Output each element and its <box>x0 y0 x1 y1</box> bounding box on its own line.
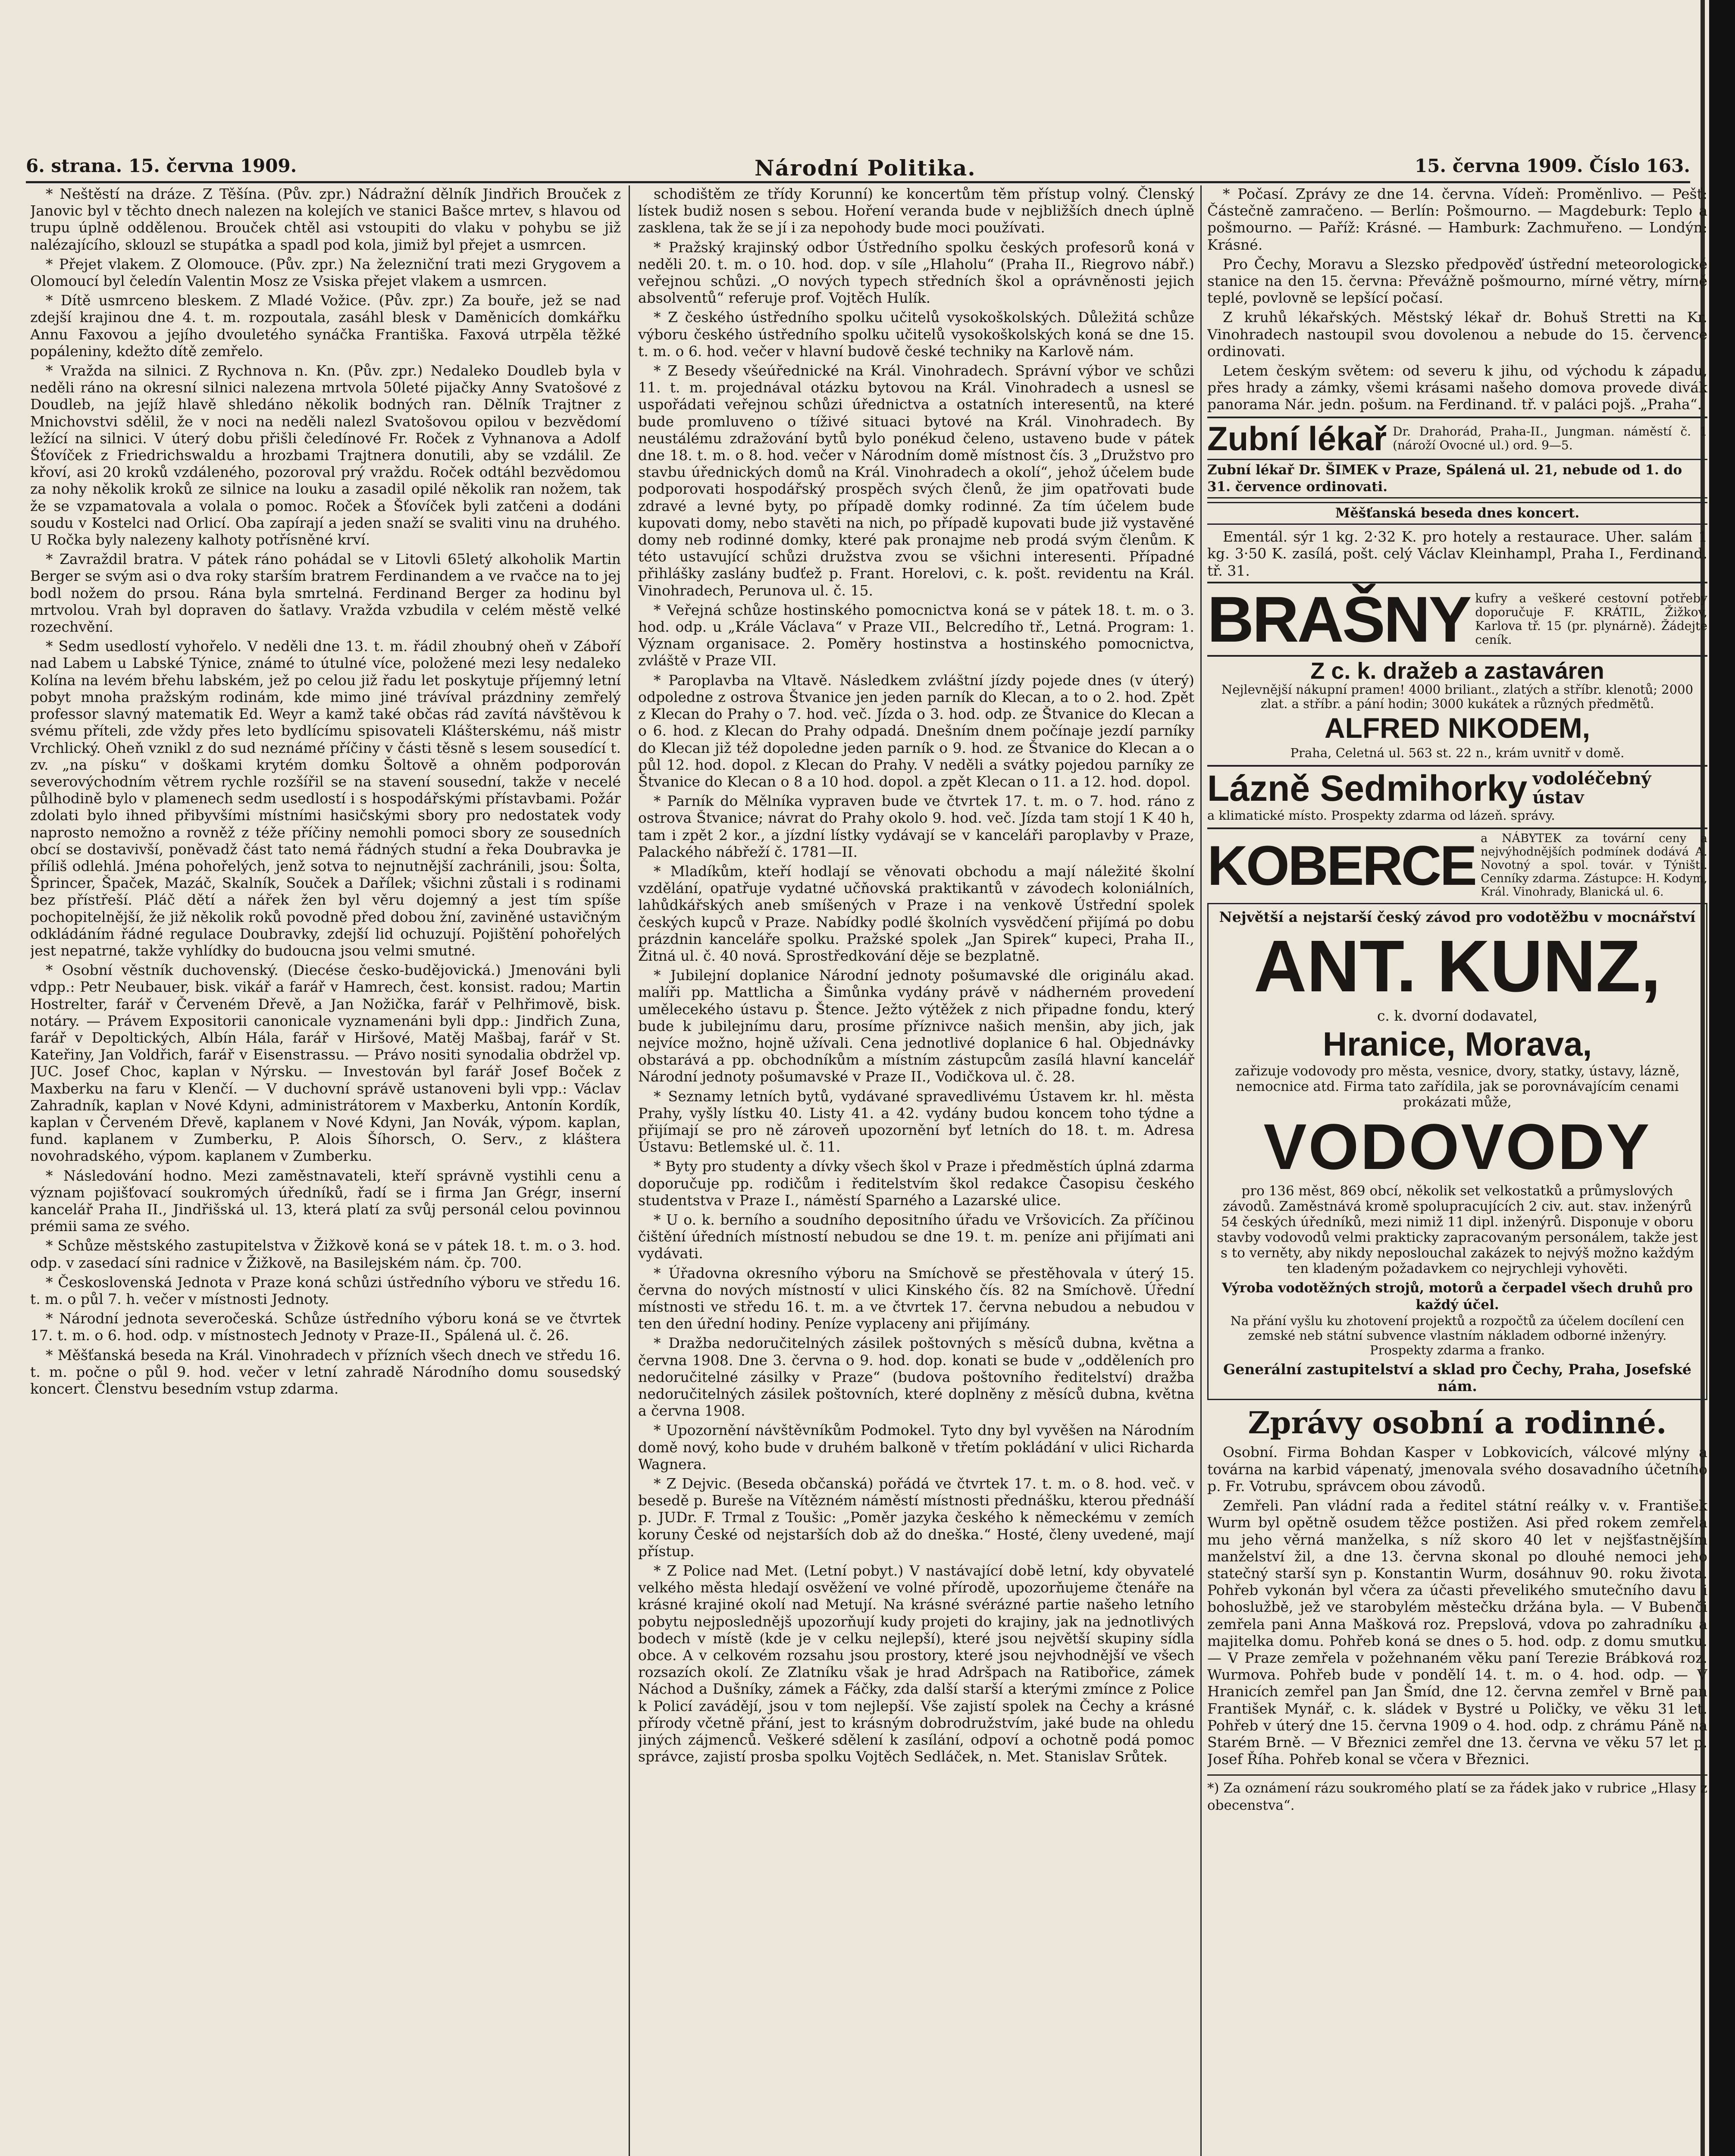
ad-text: kufry a veškeré cestovní potřeby doporučuje F. KRÁTIL, Žižkov, Karlova tř. 15 (pr. plynárně). Žádejte ceník. <box>1475 591 1707 647</box>
ad-text: Ementál. sýr 1 kg. 2·32 K. pro hotely a restaurace. Uher. salám 1 kg. 3·50 K. zasílá, pošt. celý Václav Kleinhampl, Praha I., Ferdinand. tř. 31. <box>1207 528 1707 579</box>
ad-text: a NÁBYTEK za tovární ceny a nejvýhodnějších podmínek dodává A. Novotný a spol. továr. v Týništi. Cenníky zdarma. Zástupce: H. Kodym, Král. Vinohrady, Blanická ul. 6. <box>1481 832 1707 899</box>
article: * Seznamy letních bytů, vydávané spravedlivému Ústavem kr. hl. města Prahy, vyšly lístku 40. Listy 41. a 42. vydány budou koncem toho týdne a přijímají se pro ně zároveň upozornění byť letních do 18. t. m. Adresa Ústavu: Betlemské ul. č. 11. <box>638 1087 1194 1156</box>
column-3 <box>1207 185 1707 2156</box>
ad-title: ANT. KUNZ, <box>1253 925 1661 1008</box>
article: * Schůze městského zastupitelstva v Žižkově koná se v pátek 18. t. m. o 3. hod. odp. v zasedací síni radnice v Žižkově, na Basilejském nám. čp. 700. <box>30 1237 621 1271</box>
weather-report: * Počasí. Zprávy ze dne 14. června. Vídeň: Proměnlivo. — Pešť: Částečně zamračeno. — Berlín: Pošmourno. — Magdeburk: Teplo a pošmourno. — Paříž: Krásné. — Hamburk: Zachmuřeno. — Londýn: Krásné. <box>1207 185 1707 253</box>
ad-text: Největší a nejstarší český závod pro vodotěžbu v mocnářství <box>1219 909 1696 926</box>
notice: Z kruhů lékařských. Městský lékař dr. Bohuš Stretti na Kr. Vinohradech nastoupil svou dovolenou a nebude do 15. července ordinovati. <box>1207 309 1707 360</box>
article: * Dítě usmrceno bleskem. Z Mladé Vožice. (Pův. zpr.) Za bouře, jež se nad zdejší krajinou dne 4. t. m. rozpoutala, zasáhl blesk v Daměnicích domkářku Annu Faxovou a jejího dvouletého synáčka Františka. Faxová utrpěla těžké popáleniny, kdežto dítě zemřelo. <box>30 292 621 360</box>
article: * Osobní věstník duchovenský. (Diecése česko-budějovická.) Jmenováni byli vdpp.: Petr Neubauer, bisk. vikář a farář v Hamrech, čest. konsist. radou; Martin Hostrelter, farář v Červeném Dřevě, a Jan Nožička, farář v Pelhřimově, bisk. notáry. — Právem Expositorii canonicale vyznamenáni byli dpp.: Jindřich Zuna, farář v Depoltických, Albín Hála, farář v Hiršové, Matěj Mašbaj, farář v St. Kateřiny, Jan Voldřich, farář v Eisenstrassu. — Právo nositi synodalia obdržel vp. JUC. Josef Choc, kaplan v Nýrsku. — Investován byl farář Josef Boček z Maxberku na faru v Klenčí. — V duchovní správě ustanoveni byli vpp.: Václav Zahradník, kaplan v Nové Kdyni, administrátorem v Maxberku, Antonín Kordík, kaplan v Červeném Dřevě, kaplanem v Nové Kdyni, Jan Novák, výpom. kaplan, fund. kaplanem v Zumberku, P. Alois Šíhorsch, O. Serv., z kláštera novohradského, výpom. kaplanem v Zumberku. <box>30 962 621 1165</box>
binding-edge <box>1709 0 1735 2156</box>
article: * Upozornění návštěvníkům Podmokel. Tyto dny byl vyvěšen na Národním domě nový, koho bude v druhém balkoně v třetím pokládání v ulici Richarda Wagnera. <box>638 1422 1194 1473</box>
article: * Pražský krajinský odbor Ústředního spolku českých profesorů koná v neděli 20. t. m. o 10. hod. dop. v síle „Hlaholu“ (Praha II., Riegrovo nábř.) veřejnou schůzi. „O nových typech středních škol a oprávněnosti jejich absolventů“ referuje prof. Vojtěch Hulík. <box>638 238 1194 307</box>
article: * Byty pro studenty a dívky všech škol v Praze i předměstích úplná zdarma doporučuje pp. rodičům i ředitelstvím škol redakce Časopisu českého studentstva v Praze I., náměstí Sparného a Lazarské ulice. <box>638 1158 1194 1209</box>
notice: Letem českým světem: od severu k jihu, od východu k západu, přes hrady a zámky, všemi krásami našeho domova provede divák panorama Nár. jedn. pošum. na Ferdinand. tř. v paláci pojš. „Praha“. <box>1207 362 1707 413</box>
article: * Neštěstí na dráze. Z Těšína. (Pův. zpr.) Nádražní dělník Jindřich Brouček z Janovic byl v těchto dnech nalezen na kolejích ve stanici Bašce mrtev, s hlavou od trupu úplně oddělenou. Brouček chtěl asi vstoupiti do vlaku v pohybu se již nalézajícího, sklouzl se stupátka a spadl pod kola, jimiž byl přejet a usmrcen. <box>30 185 621 253</box>
ad-text: c. k. dvorní dodavatel, <box>1377 1007 1538 1025</box>
article: * Zavraždil bratra. V pátek ráno pohádal se v Litovli 65letý alkoholik Martin Berger se svým asi o dva roky starším bratrem Ferdinandem a ve rvačce na to jej bodl nožem do prsou. Rána byla smrtelná. Ferdinand Berger za hodinu byl mrtvolou. Vrah byl dopraven do šatlavy. Vražda vzbudila v celém městě velké rozechvění. <box>30 551 621 636</box>
ad-text: vodoléčebný ústav <box>1532 768 1651 808</box>
article: * Parník do Mělníka vypraven bude ve čtvrtek 17. t. m. o 7. hod. ráno z ostrova Štvanice; návrat do Prahy okolo 9. hod. več. Jízda tam stojí 1 K 40 h, tam i zpět 2 kor., a jízdní lístky vydávají se v kanceláři paroplavby v Praze, Palackého nábřeží č. 1781—II. <box>638 793 1194 860</box>
ad-title: Zubní lékař <box>1207 419 1387 458</box>
masthead-title: Národní Politika. <box>755 155 976 181</box>
article: * Následování hodno. Mezi zaměstnavateli, kteří správně vystihli cenu a význam pojišťovací soukromých úředníků, řadí se i firma Jan Grégr, inserní kancelář Praha II., Jindřišská ul. 13, která platí za svůj personál celou povinnou prémii sama ze svého. <box>30 1167 621 1235</box>
ad-text: Výroba vodotěžných strojů, motorů a čerpadel všech druhů pro každý účel. <box>1221 1280 1693 1313</box>
ad-title: Hranice, Morava, <box>1322 1025 1592 1063</box>
article: schodištěm ze třídy Korunní) ke koncertům těm přístup volný. Členský lístek budiž nosen s sebou. Hoření veranda bude v nejbližších dnech úplně zasklena, tak že se jí i za nepohody bude moci používati. <box>638 185 1194 236</box>
article: * Sedm usedlostí vyhořelo. V neděli dne 13. t. m. řádil zhoubný oheň v Záboří nad Labem u Labské Týnice, známé to útulné více, položené mezi lesy nedaleko Kolína na levém břehu labském, jež po celou již řadu let poskytuje příjemný letní pobyt mnoha pražským rodinám, kde mimo jiné trávíval prázdniny zemřelý professor slavný matematik Ed. Weyr a kamž také občas rád zavítá návštěvou k svému příteli, zde vždy přes leto bydlícímu spisovateli Klášterskému, náš mistr Vrchlický. Oheň vznikl z do sud neznámé příčiny v části těsně s lesem sousedící t. zv. „na písku“ v doškami krytém domku Šoltově a ohněm podporován severovýchodním větrem rychle rozšířil se na stavení sousední, takže v necelé půlhodině bylo v plamenech sedm usedlostí i s hospodářskými přístavbami. Požár zdolati bylo ihned přibyvšími místními hasičskými sbory pro nedostatek vody naprosto nemožno a rovněž z téže příčiny nemohli pomoci sbory ze sousedních obcí se dostavivší, poněvadž část tato nemá řádných studní a řeka Doubravka je příliš odlehlá. Jména pohořelých, jenž sotva to nejnutnější zachránili, jsou: Šolta, Šprincer, Špaček, Mazáč, Skalník, Souček a Dařílek; všichni zůstali i s rodinami bez přístřeší. Pláč dětí a nářek žen byl věru dojemný a jest tím spíše pochopitelnější, že již několik roků povodně před dobou žní, zaviněné ustavičným odkládáním řádné regulace Doubravky, zdejší lid ochuzují. Pojištění pohořelých jest nepatrné, takže vyhlídky do budoucna jsou velmi smutné. <box>30 638 621 959</box>
ad-kunz <box>1207 903 1707 1400</box>
article: * Československá Jednota v Praze koná schůzi ústředního výboru ve středu 16. t. m. o půl 7. h. večer v místnosti Jednoty. <box>30 1273 621 1307</box>
ad-lazne <box>1207 765 1707 807</box>
article: * Přejet vlakem. Z Olomouce. (Pův. zpr.) Na železniční trati mezi Grygovem a Olomoucí byl čeledín Valentin Mosz ze Vsiska přejet vlakem a usmrcen. <box>30 255 621 290</box>
ad-title: VODOVODY <box>1263 1110 1651 1183</box>
section-title: Zprávy osobní a rodinné. <box>1248 1405 1667 1441</box>
column-rule <box>1200 185 1202 2156</box>
article: Zemřeli. Pan vládní rada a ředitel státní reálky v. v. František Wurm byl opětně osudem těžce postižen. Asi před rokem zemřela mu jeho věrná manželka, s níž skoro 40 let v nejšťastnějším manželství žil, a dne 13. června skonal po dlouhé nemoci jeho statečný starší syn p. Konstantin Wurm, dosáhnuv 90. roku života. Pohřeb vykonán byl včera za účasti převelikého smutečního davu i bohoslužbě, jež ve starobylém městečku držána byla. — V Bubenči zemřela pani Anna Mašková roz. Prepslová, vdova po zahradníku a majitelka domu. Pohřeb koná se dnes o 5. hod. odp. z domu smutku. — V Praze zemřela v požehnaném věku paní Terezie Brábková roz. Wurmova. Pohřeb bude v pondělí 14. t. m. o 4. hod. odp. — V Hranicích zemřel pan Jan Šmíd, dne 12. června zemřel v Brně pan František Mynář, c. k. sládek v Bystré u Poličky, ve věku 31 let. Pohřeb v úterý dne 15. června 1909 o 4. hod. odp. z chrámu Páně na Starém Brně. — V Březnici zemřel dne 13. června ve věku 57 let p. Josef Říha. Pohřeb konal se včera v Březnici. <box>1207 1497 1707 1768</box>
ad-text: Na přání vyšlu ku zhotovení projektů a rozpočtů za účelem docílení cen zemské neb státní subvence vlastním nákladem odborné inženýry. Prospekty zdarma a franko. <box>1230 1313 1685 1358</box>
article: * Měšťanská beseda na Král. Vinohradech v přízních všech dnech ve středu 16. t. m. počne o půl 9. hod. večer v letní zahradě Národního domu sousedský koncert. Členstvu besedním vstup zdarma. <box>30 1346 621 1398</box>
article: * Vražda na silnici. Z Rychnova n. Kn. (Pův. zpr.) Nedaleko Doudleb byla v neděli ráno na okresní silnici nalezena mrtvola 50leté pijačky Anny Svatošové z Doudleb, na jejíž hlavě shledáno několik bodných ran. Dělník Trajtner z Mnichovstvi sdělil, že v noci na neděli nalezl Svatošovou opilou v bezvědomí ležící na silnici. V úterý dobu přišli čeledínové Fr. Roček z Vyhnanova a Adolf Šťovíček z Friedrichswaldu a hrozbami Trajtnera donutili, aby se vzdálil. Ze křoví, asi 20 kroků vzdáleného, pozoroval prý vraždu. Roček odtáhl bezvědomou za nohy několik kroků ze silnice na louku a zasadil opilé několik ran nožem, tak že se vzpamatovala a volala o pomoc. Roček a Šťovíček byli zatčeni a dodáni soudu v Kostelci nad Orlicí. Oba zapírají a jeden snaží se svaliti vinu na druhého. U Ročka byly nalezeny kalhoty potřísněné krví. <box>30 362 621 548</box>
article: * Národní jednota severočeská. Schůze ústředního výboru koná se ve čtvrtek 17. t. m. o 6. hod. odp. v místnostech Jednoty v Praze-II., Spálená ul. č. 26. <box>30 1310 621 1344</box>
divider <box>1207 417 1707 418</box>
article: * Paroplavba na Vltavě. Následkem zvláštní jízdy pojede dnes (v úterý) odpoledne z ostrova Štvanice jen jeden parník do Klecan, a to o 2. hod. Zpět z Klecan do Prahy o 7. hod. več. Jízda o 3. hod. odp. ze Štvanice do Klecan a o 6. hod. z Klecan do Prahy odpadá. Dnešním dnem počínaje jezdí parníky do Klecan již též dopoledne jeden parník o 9. hod. ze Štvanice do Klecan a o půl 12. hod. dopol. z Klecan do Prahy. V neděli a svátky pojedou parníky ze Štvanice do Klecan o 8 a 10 hod. dopol. a zpět Klecan o 11. a 12. hod. dopol. <box>638 671 1194 790</box>
article: * Z Police nad Met. (Letní pobyt.) V nastávající době letní, kdy obyvatelé velkého města hledají osvěžení ve volné přírodě, upozorňujeme čtenáře na krásné krajiné okolí nad Metují. Na krásné svérázné partie našeho letního pobytu nejposlednějš upozorňují kudy projeti do krajiny, jak na jednotlivých bodech v místě (kde je v celku nejlepší), které jsou největší skupiny sídla obce. A v celkovém rozsahu jsou prostory, které jsou nejvhodnější ve všech rozsazích okolí. Ze Zlatníku však je hrad Adršpach na Ratibořice, zámek Náchod a Dušníky, zámek a Fáčky, zda další starší a kterými zmínce z Police k Policí zavádějí, jsou v tom nejlepší. Vše zajistí spolek na Čechy a krásné přírody včetně přání, jest to krásným dobrodružstvím, jaké bude na ohledu jiných zájmenců. Veškeré sdělení k zasílání, odpoví a ochotně podá pomoc správce, zajistí prosba spolku Vojtěch Sedláček, n. Met. Stanislav Srůtek. <box>638 1562 1194 1765</box>
article: * Z Besedy všeúřednické na Král. Vinohradech. Správní výbor ve schůzi 11. t. m. projednával otázku bytovou na Král. Vinohradech a usnesl se uspořádati veřejnou schůzi úřednictva a ostatních interesentů, na které bude promluveno o tíživé situaci bytové na Král. Vinohradech. By neustálému zdražování bytů bylo ponékud čeleno, ustaveno bude v pátek dne 18. t. m. o 8. hod. večer v Národním domě místnost čís. 3 „Družstvo pro stavbu úřednických domů na Král. Vinohradech a okolí“, jehož účelem bude podporovati hospodářský prospěch svých členů, že jim opatřovati bude zdravé a levné byty, po případě domky rodinné. Za tím účelem bude kupovati domy, nebo stavěti na nich, po případě kupovati bude již vystavěné domy neb rodinné domky, které pak pronajme neb prodá svým členům. K této ustavující schůzi družstva zvou se všichni interesenti. Případné přihlášky zaslány budťež p. Frant. Horelovi, c. k. pošt. revidentu na Král. Vinohradech, Perunova ul. č. 15. <box>638 362 1194 599</box>
page-header <box>26 155 1690 183</box>
ad-title: KOBERCE <box>1207 834 1476 897</box>
ad-text: a klimatické místo. Prospekty zdarma od lázeň. správy. <box>1207 808 1555 823</box>
article: * Z českého ústředního spolku učitelů vysokoškolských. Důležitá schůze výboru českého ústředního spolku učitelů vysokoškolských koná se dne 15. t. m. o 6. hod. večer v hlavní budově české techniky na Karlově nám. <box>638 309 1194 360</box>
article: * Z Dejvic. (Beseda občanská) pořádá ve čtvrtek 17. t. m. o 8. hod. več. v besedě p. Bureše na Vítězném náměstí místnosti přednášku, kterou přednáší p. JUDr. F. Trmal z Toušic: „Poměr jazyka českého k německému v zemích koruny České od nejstarších dob až do dneška.“ Hosté, členy uvedené, mají přístup. <box>638 1475 1194 1560</box>
column-rule <box>629 185 630 2156</box>
column-1 <box>30 185 621 2156</box>
ad-koberce <box>1207 827 1707 899</box>
article: * Veřejná schůze hostinského pomocnictva koná se v pátek 18. t. m. o 3. hod. odp. u „Krále Václava“ v Praze VII., Belcredího tř., Letná. Program: 1. Význam organisace. 2. Poměry hostinstva a hostinského pomocnictva, zvláště v Praze VII. <box>638 601 1194 669</box>
article: * Úřadovna okresního výboru na Smíchově se přestěhovala v úterý 15. června do nových místností v ulici Kinského čís. 82 na Smíchově. Úřední místnosti ve středu 16. t. m. a ve čtvrtek 17. června nebudou a nebudou v ten den úřední hodiny. Peníze vyplaceny ani přijímány. <box>638 1264 1194 1332</box>
article: * Dražba nedoručitelných zásilek poštovných s měsíců dubna, května a června 1908. Dne 3. června o 9. hod. dop. konati se bude v „odděleních pro nedoručitelné zásilky v Praze“ (budova poštovního ředitelství) dražba nedoručitelných zásilek poštovních, které doplněny z měsíců dubna, května a června 1908. <box>638 1335 1194 1420</box>
ad-title: ALFRED NIKODEM, <box>1325 711 1590 744</box>
header-left: 6. strana. 15. června 1909. <box>26 155 297 176</box>
ad-text: Praha, Celetná ul. 563 st. 22 n., krám uvnitř v domě. <box>1290 745 1625 760</box>
article: Osobní. Firma Bohdan Kasper v Lobkovicích, válcové mlýny a továrna na karbid vápenatý, jmenovala svého dosavadního účetního p. Fr. Votrubu, správcem obou závodů. <box>1207 1444 1707 1495</box>
ad-text: Nejlevnější nákupní pramen! 4000 briliant., zlatých a stříbr. klenotů; 2000 zlat. a stříbr. a pání hodin; 3000 kukátek a různých předmětů. <box>1221 682 1694 711</box>
ad-title: Lázně Sedmihorky <box>1207 768 1528 809</box>
ad-text: Generální zastupitelství a sklad pro Čechy, Praha, Josefské nám. <box>1223 1361 1691 1395</box>
header-right: 15. června 1909. Číslo 163. <box>1415 155 1690 176</box>
footnote: *) Za oznámení rázu soukromého platí se za řádek jako v rubrice „Hlasy z obecenstva“. <box>1207 1774 1707 1814</box>
notice: Měšťanská beseda dnes koncert. <box>1207 502 1707 525</box>
ad-text: pro 136 měst, 869 obcí, několik set velkostatků a průmyslových závodů. Zaměstnává kromě spolupracujících 2 civ. aut. stav. inženýrů 54 českých úředníků, mezi nimiž 11 dipl. inženýrů. Disponuje v oboru stavby vodovodů velmi prakticky zapracovaným personálem, takže jest s to verněty, aby nikdy neposlouchal zakázek to nejvýš možno každým ten kladeným požadavkem co nejrychleji vyhověti. <box>1217 1183 1698 1276</box>
column-2 <box>638 185 1194 2156</box>
ad-text: zařizuje vodovody pro města, vesnice, dvory, statky, ústavy, lázně, nemocnice atd. Firma tato zařídila, jak se porovnávajícím cenami prokázati může, <box>1235 1063 1680 1110</box>
ad-brasny <box>1207 582 1707 655</box>
article: * Jubilejní doplanice Národní jednoty pošumavské dle originálu akad. malíři pp. Mattlicha a Šimůnka vydány právě v nádherném provedení umělecekého ústavu p. Štence. Ježto výtěžek z nich připadne fondu, který bude k jubilejnímu daru, prosíme příznivce našich menšin, aby jich, jak nejvíce možno, hojně užívali. Cena jednotlivé doplanice 6 hal. Objednávky obstarává a pp. obchodníkům a místním zástupcům zasílá hlavní kancelář Národní jednoty pošumavské v Praze II., Vodičkova ul. č. 28. <box>638 967 1194 1085</box>
ad-text: Dr. Drahorád, Praha-II., Jungman. náměstí č. 1 (nároží Ovocné ul.) ord. 9—5. <box>1393 424 1707 452</box>
ad-title: BRAŠNY <box>1207 583 1470 655</box>
article: * Mladíkům, kteří hodlají se věnovati obchodu a mají náležité školní vzdělání, opatřuje vydatné učňovská praktikantů v závodech koloniálních, lahůdkářských aneb smíšených v Praze i na venkově Ústřední spolek českých kupců v Praze. Nabídky podlé školních vysvědčení přijímá po dobu prázdnin kanceláře spolku. Pražské spolek „Jan Spirek“ kupeci, Praha II., Žitná ul. č. 40 nová. Sprostředkování děje se bezplatně. <box>638 862 1194 964</box>
ad-zubni <box>1207 419 1707 458</box>
notice: Zubní lékař Dr. ŠIMEK v Praze, Spálená ul. 21, nebude od 1. do 31. července ordinovati. <box>1207 459 1707 498</box>
article: * U o. k. berního a soudního depositního úřadu ve Vršovicích. Za příčinou čištění úředních místností nebudou se dne 19. t. m. peníze ani přijímati ani vydávati. <box>638 1211 1194 1262</box>
weather-forecast: Pro Čechy, Moravu a Slezsko předpověď ústřední meteorologické stanice na den 15. června: Převážně pošmourno, mírné větry, mírně teplé, povlovně se lepšící počasí. <box>1207 255 1707 307</box>
ad-title: Z c. k. dražeb a zastaváren <box>1207 655 1707 683</box>
